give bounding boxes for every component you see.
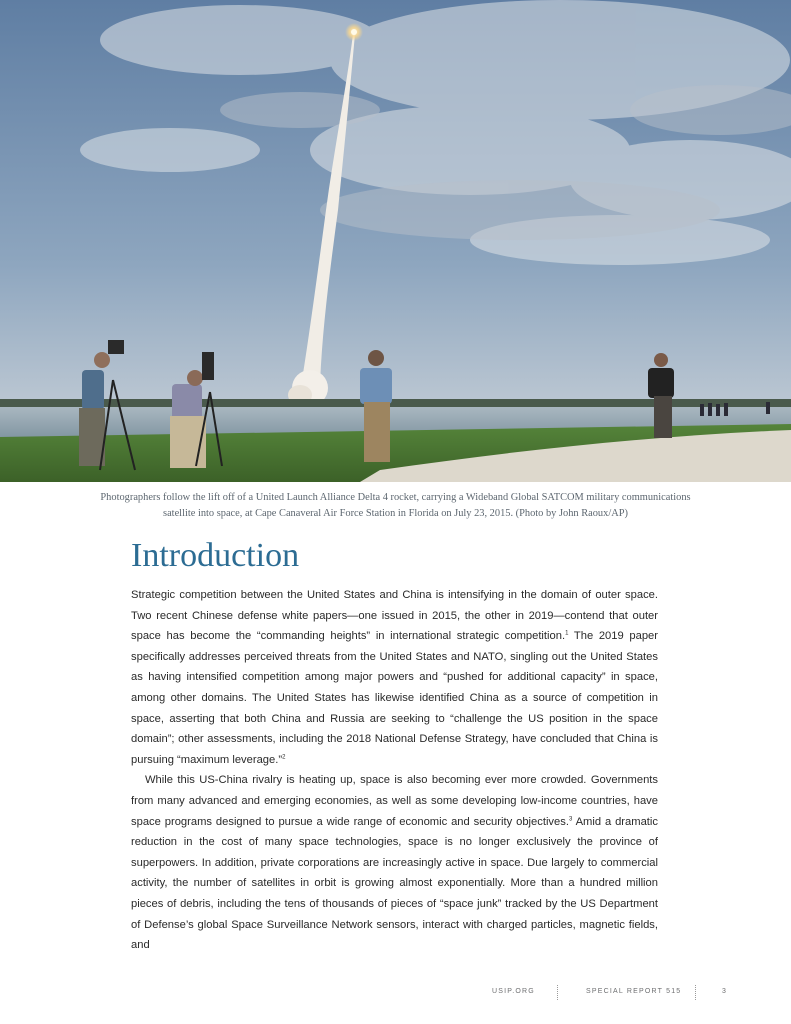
paragraph-1-text-a: Strategic competition between the United States and China is intensifying in the domain of outer space. Two recent Chinese defense white papers—one issued in 2015, the other in 2019—contend that outer space has become the “commanding heights” in international strategic competition. xyxy=(131,589,658,643)
rocket-launch-photo-icon xyxy=(0,0,791,482)
paragraph-2-text-b: Amid a dramatic reduction in the cost of many space technologies, space is no longer exclusively the province of superpowers. In addition, private corporations are increasingly active in space. Due largely to commercial activity, the number of satellites in orbit is growing almost exponentially. More than a hundred million pieces of debris, including the tens of thousands of pieces of “space junk” tracked by the US Department of Defense’s global Space Surveillance Network sensors, interact with charged particles, magnetic fields, and xyxy=(131,815,658,952)
body-text xyxy=(131,585,658,956)
footer-divider xyxy=(695,985,696,1000)
footer-divider xyxy=(557,985,558,1000)
section-title: Introduction xyxy=(131,537,300,574)
page-number: 3 xyxy=(722,988,728,995)
paragraph-1 xyxy=(131,585,658,770)
paragraph-2 xyxy=(131,770,658,955)
paragraph-2-text-a: While this US-China rivalry is heating up, space is also becoming ever more crowded. Governments from many advanced and emerging economies, as well as some developing low-income countries, have space programs designed to pursue a wide range of economic and security objectives. xyxy=(131,774,658,828)
footnote-ref-1[interactable]: 1 xyxy=(565,630,569,637)
caption-line-1: Photographers follow the lift off of a United Launch Alliance Delta 4 rocket, carrying a Wideband Global SATCOM military communications xyxy=(100,492,691,503)
footnote-ref-2[interactable]: 2 xyxy=(282,754,286,761)
footer-report-label: SPECIAL REPORT 515 xyxy=(586,988,682,995)
paragraph-1-text-b: The 2019 paper specifically addresses perceived threats from the United States and NATO, singling out the United States as having intensified competition among major powers and “pushed for additional capacity” in space, among other domains. The United States has likewise identified China as a source of competition in space, asserting that both China and Russia are seeking to “challenge the US position in the space domain”; other assessments, including the 2018 National Defense Strategy, have concluded that China is pursuing “maximum leverage.” xyxy=(131,630,658,766)
footnote-ref-3[interactable]: 3 xyxy=(568,815,573,822)
caption-line-2: satellite into space, at Cape Canaveral Air Force Station in Florida on July 23, 2015. (Photo by John Raoux/AP) xyxy=(163,508,628,519)
page-footer xyxy=(0,985,791,1001)
rocket-launch-photo xyxy=(0,0,791,482)
photo-caption xyxy=(60,490,731,522)
footer-site-link[interactable]: USIP.ORG xyxy=(492,988,535,995)
